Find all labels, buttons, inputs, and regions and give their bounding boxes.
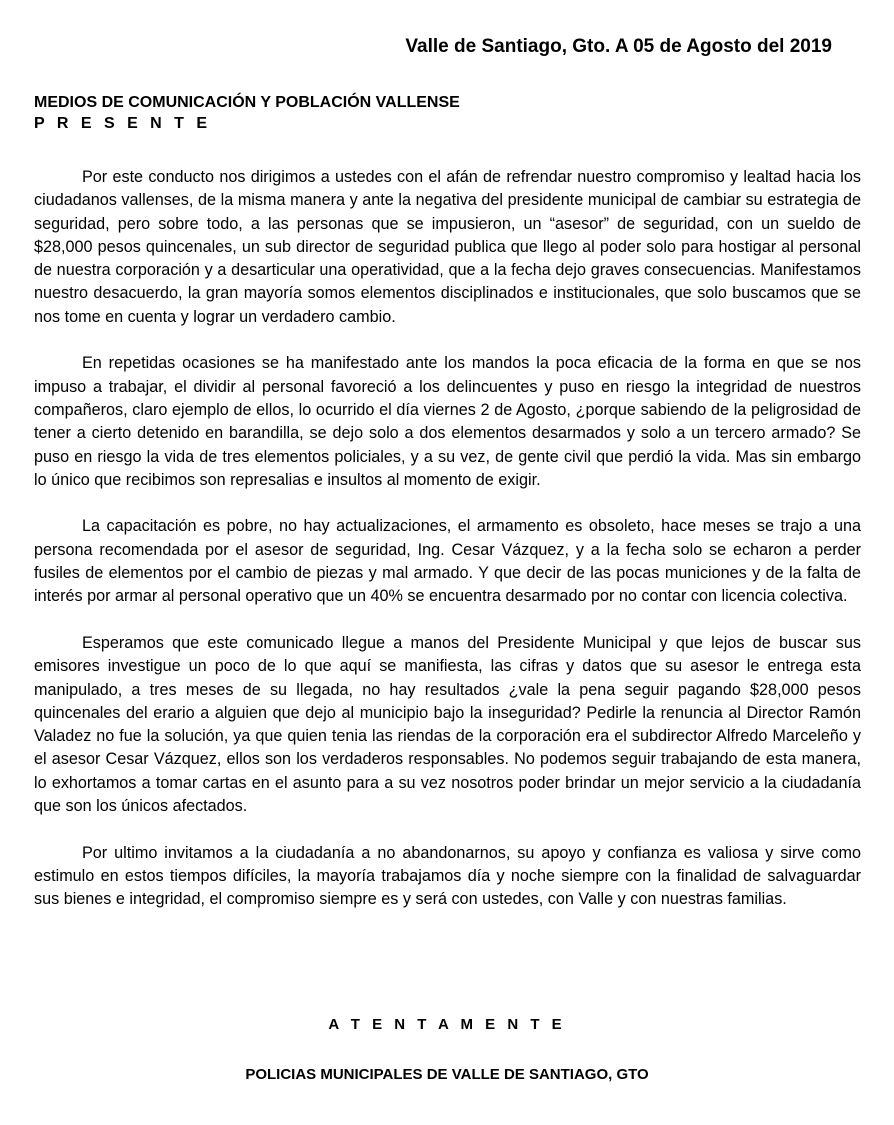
body-paragraph-2: En repetidas ocasiones se ha manifestado ante los mandos la poca eficacia de la forma en que se nos impuso a trabajar, el dividir al personal favoreció a los delincuentes y puso en riesgo la integridad de nuestros compañeros, claro ejemplo de ellos, lo ocurrido el día viernes 2 de Agosto, ¿porque sabiendo de la peligrosidad de tener a cierto detenido en barandilla, se dejo solo a dos elementos desarmados y solo a un tercero armado? Se puso en riesgo la vida de tres elementos policiales, y a su vez, de gente civil que perdió la vida. Mas sin embargo lo único que recibimos son represalias e insultos al momento de exigir. xyxy=(34,354,861,489)
addressee-recipient: MEDIOS DE COMUNICACIÓN Y POBLACIÓN VALLENSE xyxy=(34,94,460,111)
addressee-presente: P R E S E N T E xyxy=(34,115,212,132)
body-paragraph-4: Esperamos que este comunicado llegue a manos del Presidente Municipal y que lejos de buscar sus emisores investigue un poco de lo que aquí se manifiesta, las cifras y datos que su asesor le entrega esta manipulado, a tres meses de su llegada, no hay resultados ¿vale la pena seguir pagando $28,000 pesos quincenales del erario a alguien que dejo al municipio bajo la inseguridad? Pedirle la renuncia al Director Ramón Valadez no fue la solución, ya que quien tenia las riendas de la corporación era el subdirector Alfredo Marceleño y el asesor Cesar Vázquez, ellos son los verdaderos responsables. No podemos seguir trabajando de esta manera, lo exhortamos a tomar cartas en el asunto para a su vez nosotros poder brindar un mejor servicio a la ciudadanía que son los únicos afectados. xyxy=(34,633,861,816)
letter-body xyxy=(34,166,861,912)
body-paragraph-5: Por ultimo invitamos a la ciudadanía a no abandonarnos, su apoyo y confianza es valiosa y sirve como estimulo en estos tiempos difíciles, la mayoría trabajamos día y noche siempre con la finalidad de salvaguardar sus bienes e integridad, el compromiso siempre es y será con ustedes, con Valle y con nuestras familias. xyxy=(34,843,861,909)
date-line: Valle de Santiago, Gto. A 05 de Agosto del 2019 xyxy=(405,36,832,57)
addressee-block xyxy=(34,92,460,134)
body-paragraph-3: La capacitación es pobre, no hay actualizaciones, el armamento es obsoleto, hace meses se trajo a una persona recomendada por el asesor de seguridad, Ing. Cesar Vázquez, y a la fecha solo se echaron a perder fusiles de elementos por el cambio de piezas y mal armado. Y que decir de las pocas municiones y de la falta de interés por armar al personal operativo que un 40% se encuentra desarmado por no contar con licencia colectiva. xyxy=(34,517,861,606)
body-paragraph-1: Por este conducto nos dirigimos a ustedes con el afán de refrendar nuestro compromiso y lealtad hacia los ciudadanos vallenses, de la misma manera y ante la negativa del presidente municipal de cambiar su estrategia de seguridad, pero sobre todo, a las personas que se impusieron, un “asesor” de seguridad, con un sueldo de $28,000 pesos quincenales, un sub director de seguridad publica que llego al poder solo para hostigar al personal de nuestra corporación y a desarticular una operatividad, que a la fecha dejo graves consecuencias. Manifestamos nuestro desacuerdo, la gran mayoría somos elementos disciplinados e institucionales, que solo buscamos que se nos tome en cuenta y lograr un verdadero cambio. xyxy=(34,168,861,326)
signature-line: POLICIAS MUNICIPALES DE VALLE DE SANTIAGO, GTO xyxy=(245,1066,649,1083)
closing-salutation: A T E N T A M E N T E xyxy=(328,1016,566,1033)
